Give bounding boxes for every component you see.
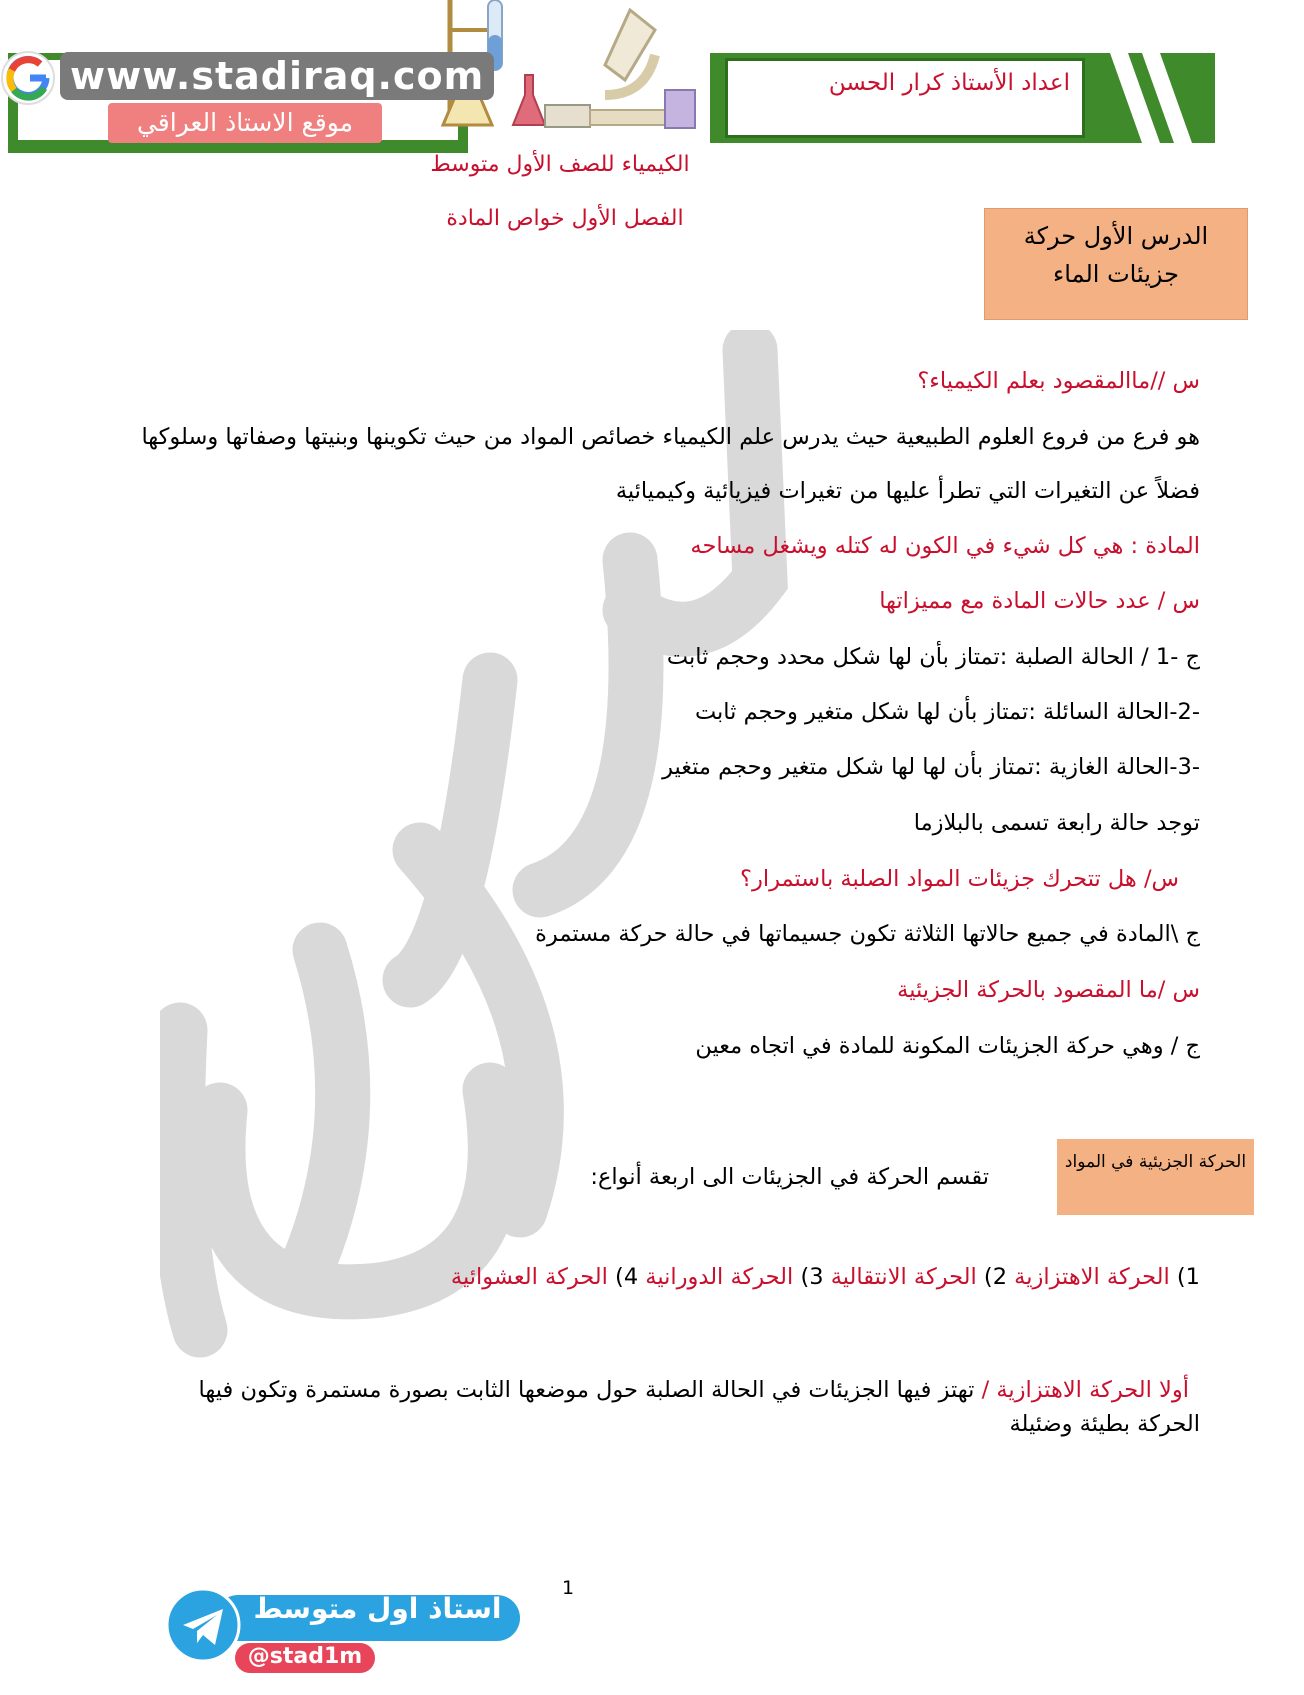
matter-definition: المادة : هي كل شيء في الكون له كتله ويشغل مساحه: [690, 533, 1200, 559]
answer-2-solid: ج -1 / الحالة الصلبة :تمتاز بأن لها شكل محدد وحجم ثابت: [666, 644, 1200, 670]
telegram-handle[interactable]: @stad1m: [247, 1644, 363, 1669]
question-2: س / عدد حالات المادة مع مميزاتها: [879, 588, 1200, 614]
answer-1-line-2: فضلاً عن التغيرات التي تطرأ عليها من تغيرات فيزيائية وكيميائية: [615, 478, 1200, 504]
lesson-title: الدرس الأول حركة جزيئات الماء: [1023, 222, 1209, 288]
question-3: س/ هل تتحرك جزيئات المواد الصلبة باستمرار؟: [740, 866, 1179, 892]
header-stripes: [1100, 53, 1215, 143]
motion-types-box: [1057, 1139, 1254, 1215]
motion-type-4: الحركة العشوائية: [450, 1264, 616, 1290]
vibrational-motion-text-2: الحركة بطيئة وضئيلة: [1009, 1411, 1200, 1437]
motion-type-2: الحركة الانتقالية: [823, 1264, 984, 1290]
telegram-title: استاذ اول متوسط: [253, 1592, 502, 1625]
vibrational-motion-text: تهتز فيها الجزيئات في الحالة الصلبة حول موضعها الثابت بصورة مستمرة وتكون فيها: [198, 1377, 975, 1403]
answer-2-gas: -3-الحالة الغازية :تمتاز بأن لها لها شكل متغير وحجم متغير: [662, 754, 1200, 780]
page-number: 1: [562, 1577, 575, 1599]
site-name: موقع الاستاذ العراقي: [108, 103, 382, 143]
lesson-title-box: [984, 208, 1248, 320]
author-name: اعداد الأستاذ كرار الحسن: [828, 70, 1070, 96]
motion-intro: تقسم الحركة في الجزيئات الى اربعة أنواع:: [590, 1164, 989, 1190]
site-url[interactable]: www.stadiraq.com: [60, 52, 494, 100]
answer-2-liquid: -2-الحالة السائلة :تمتاز بأن لها شكل متغير وحجم ثابت: [694, 699, 1200, 725]
question-1: س //ماالمقصود بعلم الكيمياء؟: [917, 368, 1200, 394]
motion-type-3-num: 3): [800, 1264, 824, 1290]
motion-type-1-num: 1): [1176, 1264, 1200, 1290]
motion-type-3: الحركة الدورانية: [638, 1264, 801, 1290]
answer-3: ج \المادة في جميع حالاتها الثلاثة تكون جسيماتها في حالة حركة مستمرة: [535, 921, 1200, 947]
motion-type-1: الحركة الاهتزازية: [1007, 1264, 1177, 1290]
question-4: س /ما المقصود بالحركة الجزيئية: [897, 977, 1200, 1003]
chapter-title: الفصل الأول خواص المادة: [446, 206, 684, 231]
subject-title: الكيمياء للصف الأول متوسط: [430, 152, 690, 177]
answer-4: ج / وهي حركة الجزيئات المكونة للمادة في اتجاه معين: [695, 1033, 1200, 1059]
answer-2-plasma: توجد حالة رابعة تسمى بالبلازما: [913, 810, 1200, 836]
vibrational-motion-paragraph: [89, 1371, 1189, 1409]
motion-type-2-num: 2): [983, 1264, 1008, 1290]
motion-types-list: [451, 1264, 1200, 1290]
motion-types-box-label: الحركة الجزيئية في المواد: [1064, 1152, 1247, 1172]
vibrational-motion-title: أولا الحركة الاهتزازية /: [974, 1377, 1189, 1403]
motion-type-4-num: 4): [615, 1264, 639, 1290]
answer-1-line-1: هو فرع من فروع العلوم الطبيعية حيث يدرس علم الكيمياء خصائص المواد من حيث تكوينها وبنيتها وصفاتها وسلوكها: [141, 424, 1200, 450]
